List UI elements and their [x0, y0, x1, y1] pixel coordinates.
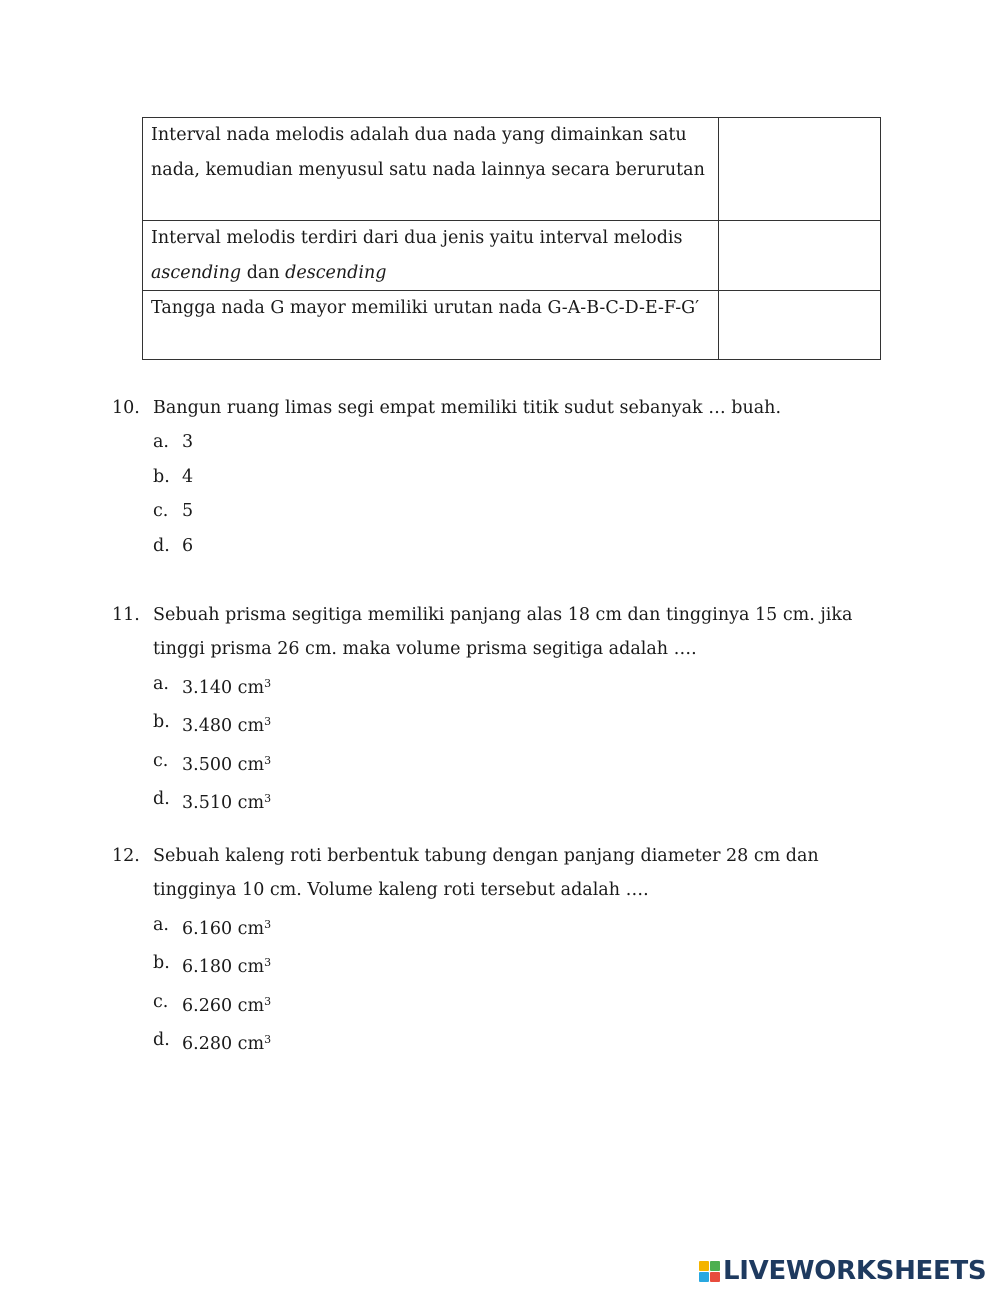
table-row: [143, 291, 881, 360]
option-label: a.: [153, 673, 169, 694]
answer-cell[interactable]: [719, 118, 881, 221]
option-label: d.: [153, 535, 170, 556]
logo-square: [710, 1272, 720, 1282]
option-d[interactable]: [153, 529, 892, 563]
option-label: a.: [153, 914, 169, 935]
statement-text: dan: [241, 262, 286, 283]
option-value: 3.140 $cm^3$: [182, 676, 272, 698]
logo-square: [710, 1261, 720, 1271]
option-c[interactable]: [153, 985, 892, 1023]
statement-cell: Tangga nada G mayor memiliki urutan nada G-A-B-C-D-E-F-G′: [143, 291, 719, 360]
question-number: 12.: [112, 846, 140, 866]
question-stem: Sebuah prisma segitiga memiliki panjang alas 18 cm dan tingginya 15 cm. jika tinggi prisma 26 cm. maka volume prisma segitiga adalah ….: [153, 605, 853, 660]
option-value: 4: [182, 466, 194, 487]
option-label: b.: [153, 466, 170, 487]
option-label: d.: [153, 789, 170, 810]
option-d[interactable]: [153, 782, 892, 820]
option-label: c.: [153, 991, 169, 1012]
option-value: 6.160 $cm^3$: [182, 917, 272, 939]
question-12: [112, 839, 892, 1061]
logo-text: LIVEWORKSHEETS: [723, 1256, 987, 1286]
question-number: 10.: [112, 398, 140, 418]
option-value: 3.500 $cm^3$: [182, 753, 272, 775]
statement-cell: Interval nada melodis adalah dua nada yang dimainkan satu nada, kemudian menyusul satu nada lainnya secara berurutan: [143, 118, 719, 221]
true-false-table: [142, 117, 881, 360]
option-label: c.: [153, 750, 169, 771]
option-b[interactable]: [153, 946, 892, 984]
answer-cell[interactable]: [719, 291, 881, 360]
option-list: [153, 425, 892, 563]
statement-emphasis: ascending: [151, 262, 242, 283]
question-10: [112, 391, 892, 563]
option-d[interactable]: [153, 1023, 892, 1061]
option-a[interactable]: [153, 425, 892, 459]
statement-text: Interval melodis terdiri dari dua jenis yaitu interval melodis: [151, 228, 683, 248]
question-number: 11.: [112, 605, 140, 625]
option-label: d.: [153, 1030, 170, 1051]
logo-square: [699, 1272, 709, 1282]
answer-cell[interactable]: [719, 221, 881, 291]
option-value: 6: [182, 535, 194, 556]
option-c[interactable]: [153, 494, 892, 528]
question-stem: Sebuah kaleng roti berbentuk tabung dengan panjang diameter 28 cm dan tingginya 10 cm. Volume kaleng roti tersebut adalah ….: [153, 846, 819, 901]
option-value: 3.510 $cm^3$: [182, 792, 272, 814]
logo-icon: [699, 1261, 720, 1282]
option-c[interactable]: [153, 744, 892, 782]
liveworksheets-logo: [699, 1256, 986, 1286]
option-value: 6.260 $cm^3$: [182, 994, 272, 1016]
question-stem: Bangun ruang limas segi empat memiliki titik sudut sebanyak … buah.: [153, 398, 782, 418]
option-value: 3: [182, 432, 194, 453]
option-b[interactable]: [153, 705, 892, 743]
statement-cell: [143, 221, 719, 291]
option-a[interactable]: [153, 908, 892, 946]
table-row: [143, 118, 881, 221]
option-value: 6.280 $cm^3$: [182, 1033, 272, 1055]
question-11: [112, 598, 892, 820]
option-label: c.: [153, 501, 169, 522]
option-b[interactable]: [153, 460, 892, 494]
option-label: b.: [153, 953, 170, 974]
option-value: 3.480 $cm^3$: [182, 715, 272, 737]
logo-square: [699, 1261, 709, 1271]
statement-emphasis: descending: [285, 262, 387, 283]
option-label: a.: [153, 432, 169, 453]
option-label: b.: [153, 712, 170, 733]
option-list: [153, 908, 892, 1062]
table-row: [143, 221, 881, 291]
option-value: 6.180 $cm^3$: [182, 956, 272, 978]
option-value: 5: [182, 501, 194, 522]
option-list: [153, 667, 892, 821]
option-a[interactable]: [153, 667, 892, 705]
